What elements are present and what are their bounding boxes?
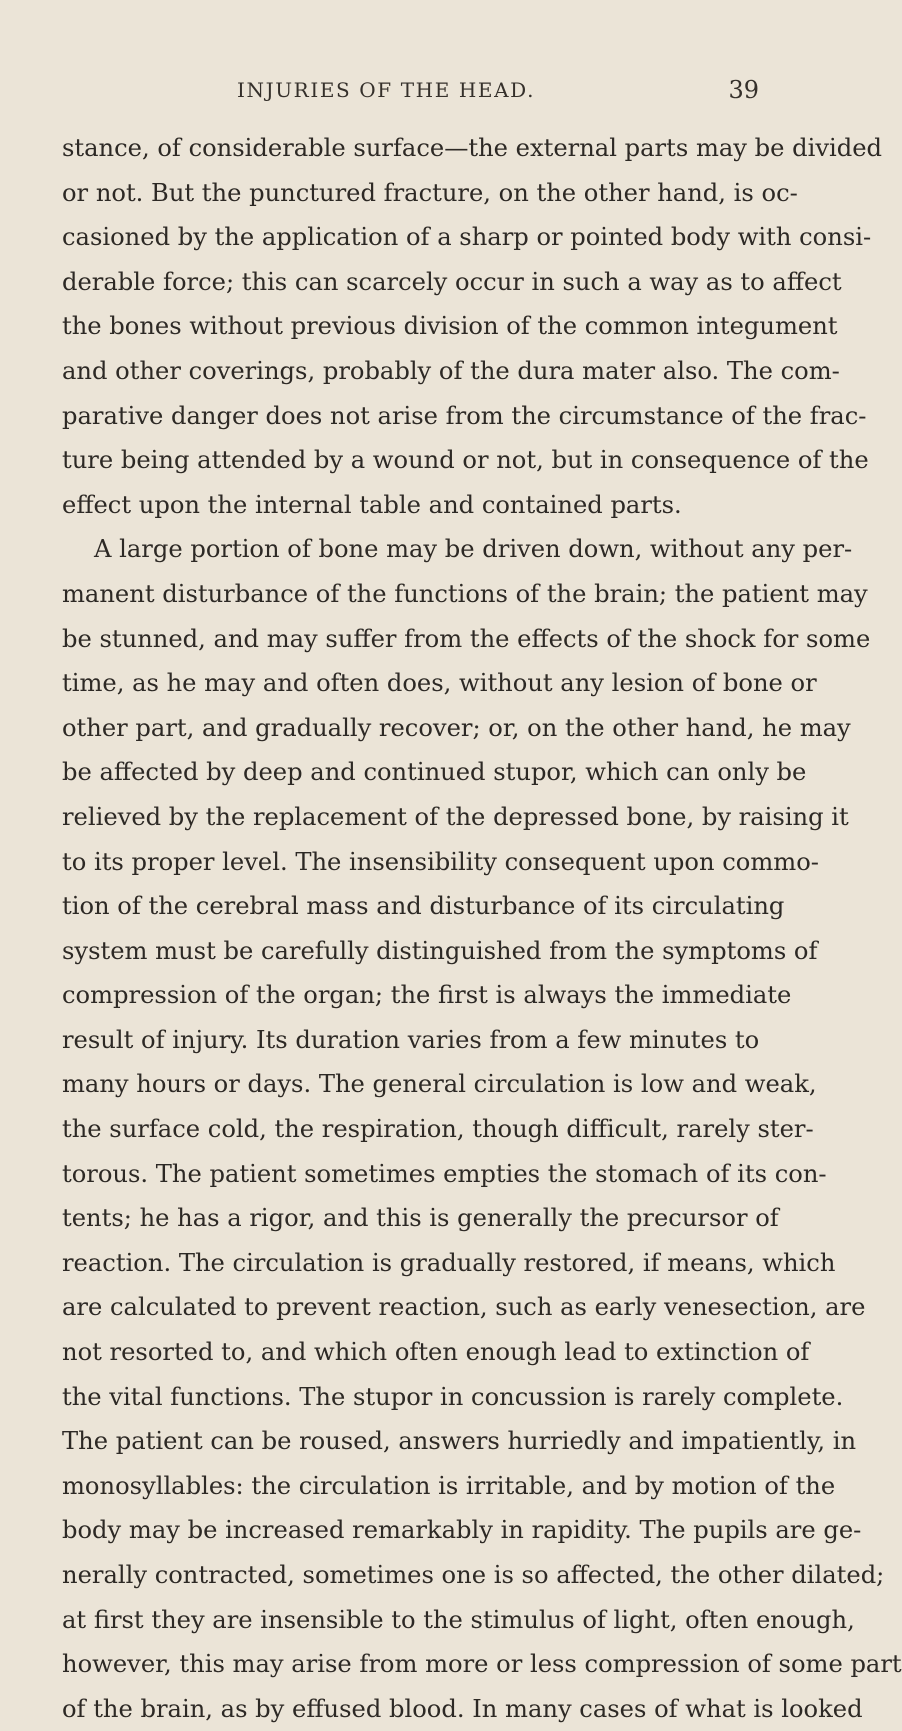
text-line: the vital functions. The stupor in concussion is rarely complete. (62, 1382, 844, 1411)
running-head: INJURIES OF THE HEAD. (237, 78, 536, 102)
text-line: stance, of considerable surface—the external parts may be divided (62, 134, 883, 162)
text-line: effect upon the internal table and contained parts. (62, 490, 682, 519)
text-line: result of injury. Its duration varies from a few minutes to (62, 1025, 760, 1054)
page-number: 39 (728, 76, 759, 104)
text-line: the bones without previous division of the common integument (62, 312, 838, 341)
text-line: derable force; this can scarcely occur in such a way as to affect (62, 267, 842, 296)
text-line: parative danger does not arise from the circumstance of the frac- (62, 401, 867, 430)
text-line: be affected by deep and continued stupor, which can only be (62, 758, 807, 787)
text-line: The patient can be roused, answers hurriedly and impatiently, in (62, 1427, 857, 1456)
text-line: A large portion of bone may be driven down, without any per- (94, 535, 853, 564)
text-line: however, this may arise from more or less compression of some part (62, 1650, 902, 1679)
text-line: ture being attended by a wound or not, but in consequence of the (62, 446, 869, 475)
text-line: torous. The patient sometimes empties the stomach of its con- (62, 1159, 827, 1188)
text-line: tents; he has a rigor, and this is generally the precursor of (62, 1204, 779, 1233)
text-line: at first they are insensible to the stimulus of light, often enough, (62, 1605, 855, 1634)
text-line: reaction. The circulation is gradually restored, if means, which (62, 1248, 836, 1277)
text-line: or not. But the punctured fracture, on the other hand, is oc- (62, 178, 798, 207)
body-text (62, 126, 902, 1731)
text-line: time, as he may and often does, without any lesion of bone or (62, 669, 817, 698)
text-line: body may be increased remarkably in rapidity. The pupils are ge- (62, 1516, 862, 1545)
text-line: tion of the cerebral mass and disturbance of its circulating (62, 892, 785, 921)
text-line: relieved by the replacement of the depressed bone, by raising it (62, 802, 849, 831)
text-line: many hours or days. The general circulation is low and weak, (62, 1070, 817, 1099)
text-line: of the brain, as by effused blood. In many cases of what is looked (62, 1694, 863, 1723)
text-line: manent disturbance of the functions of the brain; the patient may (62, 579, 868, 608)
text-line: system must be carefully distinguished from the symptoms of (62, 936, 818, 965)
text-line: are calculated to prevent reaction, such as early venesection, are (62, 1293, 866, 1322)
text-line: monosyllables: the circulation is irritable, and by motion of the (62, 1471, 836, 1500)
text-line: to its proper level. The insensibility consequent upon commo- (62, 847, 819, 876)
text-line: not resorted to, and which often enough lead to extinction of (62, 1338, 810, 1367)
page-header (62, 78, 759, 108)
text-line: the surface cold, the respiration, though difficult, rarely ster- (62, 1115, 814, 1144)
text-line: be stunned, and may suffer from the effects of the shock for some (62, 624, 871, 653)
text-line: compression of the organ; the first is always the immediate (62, 981, 792, 1010)
text-line: nerally contracted, sometimes one is so affected, the other dilated; (62, 1561, 885, 1589)
text-line: casioned by the application of a sharp or pointed body with consi- (62, 223, 872, 252)
text-line: and other coverings, probably of the dura mater also. The com- (62, 356, 840, 385)
text-line: other part, and gradually recover; or, on the other hand, he may (62, 713, 851, 742)
